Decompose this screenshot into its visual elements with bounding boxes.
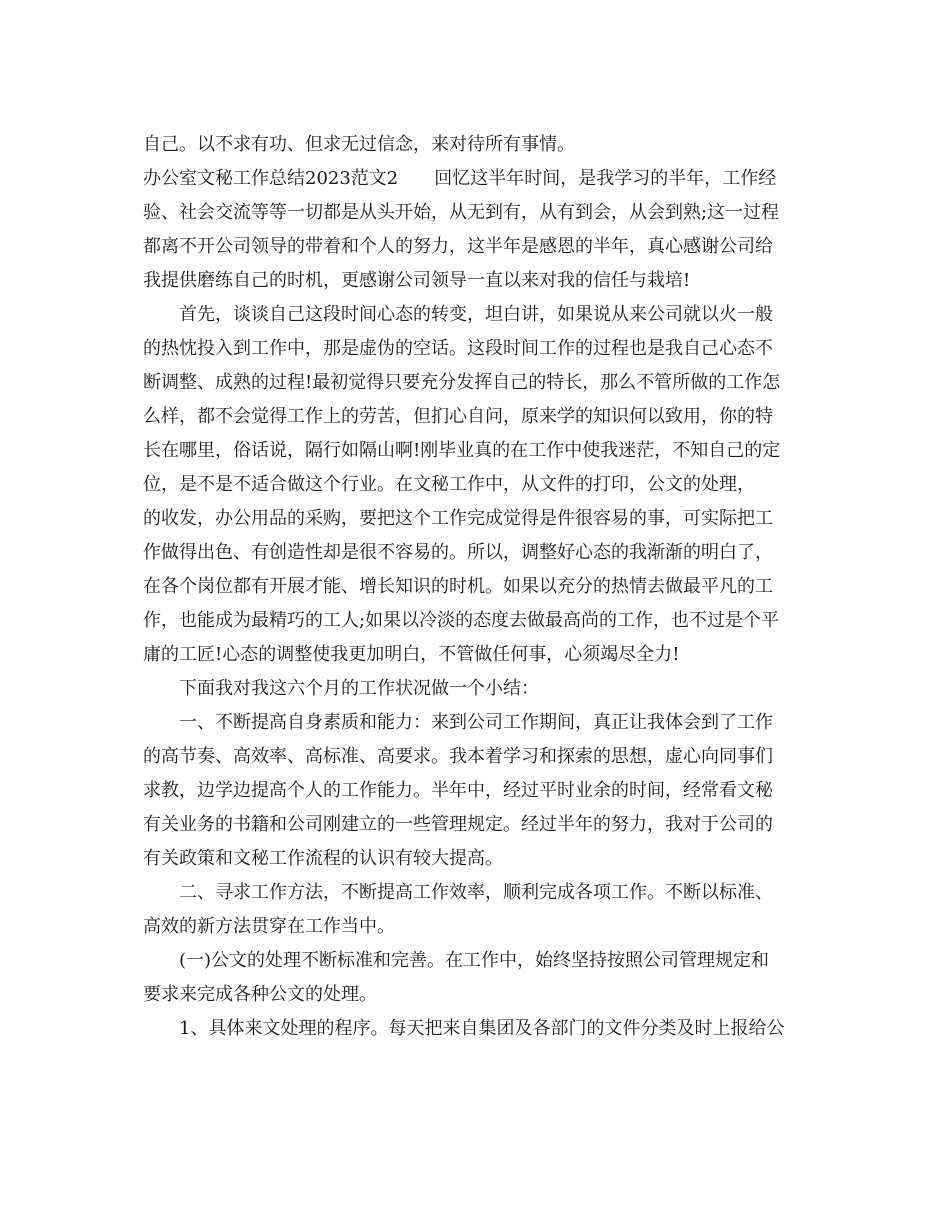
text-line: 要求来完成各种公文的处理。	[143, 984, 377, 1005]
document-body	[143, 128, 809, 1046]
text-line: 办公室文秘工作总结2023范文2 回忆这半年时间，是我学习的半年，工作经	[143, 168, 777, 189]
text-line: 断调整、成熟的过程!最初觉得只要充分发挥自己的特长，那么不管所做的工作怎	[143, 372, 781, 393]
text-line: 有关业务的书籍和公司刚建立的一些管理规定。经过半年的努力，我对于公司的	[143, 814, 773, 835]
text-line: 我提供磨练自己的时机，更感谢公司领导一直以来对我的信任与栽培!	[143, 270, 691, 291]
text-line: 高效的新方法贯穿在工作当中。	[143, 916, 395, 937]
text-line: 都离不开公司领导的带着和个人的努力，这半年是感恩的半年，真心感谢公司给	[143, 236, 773, 257]
paragraph-start-line: (一)公文的处理不断标准和完善。在工作中，始终坚持按照公司管理规定和	[179, 950, 770, 971]
text-line: 自己。以不求有功、但求无过信念，来对待所有事情。	[143, 134, 575, 155]
text-line: 么样，都不会觉得工作上的劳苦，但扪心自问，原来学的知识何以致用，你的特	[143, 406, 773, 427]
text-line: 的热忱投入到工作中，那是虚伪的空话。这段时间工作的过程也是我自己心态不	[143, 338, 773, 359]
text-line: 求教，边学边提高个人的工作能力。半年中，经过平时业余的时间，经常看文秘	[143, 780, 773, 801]
text-line: 的收发，办公用品的采购，要把这个工作完成觉得是件很容易的事，可实际把工	[143, 508, 773, 529]
paragraph-start-line: 二、寻求工作方法，不断提高工作效率，顺利完成各项工作。不断以标准、	[179, 882, 773, 903]
paragraph-start-line: 一、不断提高自身素质和能力：来到公司工作期间，真正让我体会到了工作	[179, 712, 773, 733]
paragraph-start-line: 首先，谈谈自己这段时间心态的转变，坦白讲，如果说从来公司就以火一般	[179, 304, 773, 325]
paragraph-start-line: 1、具体来文处理的程序。每天把来自集团及各部门的文件分类及时上报给公	[179, 1018, 785, 1039]
paragraph-start-line: 下面我对我这六个月的工作状况做一个小结：	[179, 678, 539, 699]
text-line: 验、社会交流等等一切都是从头开始，从无到有，从有到会，从会到熟;这一过程	[143, 202, 780, 223]
text-line: 作做得出色、有创造性却是很不容易的。所以，调整好心态的我渐渐的明白了，	[143, 542, 773, 563]
text-line: 作，也能成为最精巧的工人;如果以冷淡的态度去做最高尚的工作，也不过是个平	[143, 610, 780, 631]
text-line: 庸的工匠!心态的调整使我更加明白，不管做任何事，心须竭尽全力!	[143, 644, 680, 665]
text-line: 有关政策和文秘工作流程的认识有较大提高。	[143, 848, 503, 869]
text-line: 长在哪里，俗话说，隔行如隔山啊!刚毕业真的在工作中使我迷茫，不知自己的定	[143, 440, 781, 461]
text-line: 位，是不是不适合做这个行业。在文秘工作中，从文件的打印，公文的处理，	[143, 474, 755, 495]
text-line: 的高节奏、高效率、高标准、高要求。我本着学习和探索的思想，虚心向同事们	[143, 746, 773, 767]
text-line: 在各个岗位都有开展才能、增长知识的时机。如果以充分的热情去做最平凡的工	[143, 576, 773, 597]
